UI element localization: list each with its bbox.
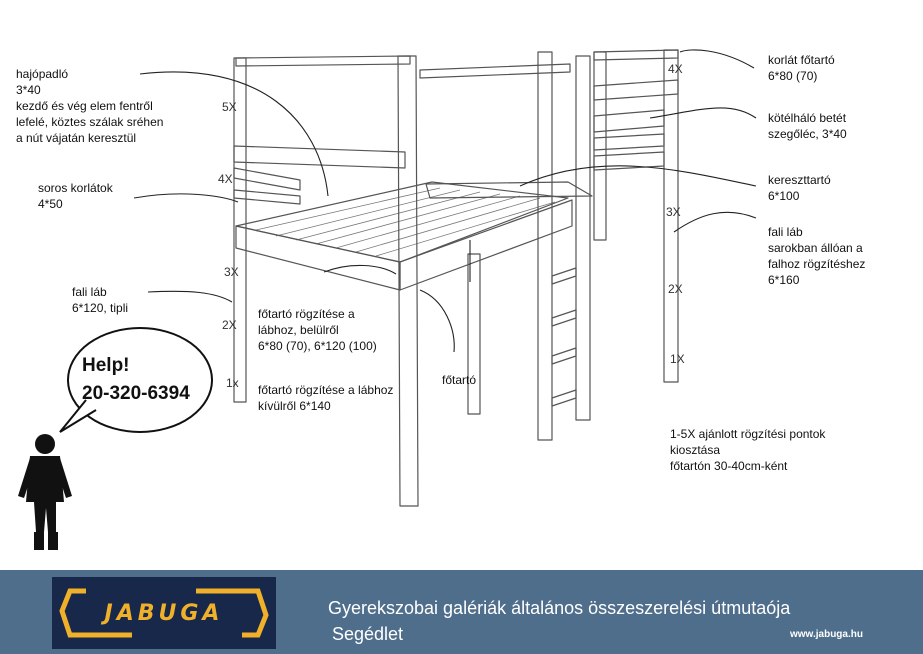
marker-left-4x: 4X bbox=[218, 172, 233, 186]
label-soros-korlatok: soros korlátok 4*50 bbox=[38, 181, 113, 211]
footer-title: Gyerekszobai galériák általános összeszerelési útmutaója bbox=[328, 598, 791, 618]
marker-left-1x: 1x bbox=[226, 376, 239, 390]
ladder-rail-left bbox=[538, 52, 552, 440]
label-kotelhalo-betet: kötélháló betét szegőléc, 3*40 bbox=[768, 111, 847, 141]
front-main-beam bbox=[236, 226, 400, 290]
left-side-rails bbox=[234, 146, 405, 204]
front-left-post bbox=[398, 56, 418, 506]
ladder-rail-right bbox=[576, 56, 590, 420]
person-figure bbox=[18, 434, 72, 550]
label-kereszttarto: kereszttartó 6*100 bbox=[768, 173, 831, 203]
label-fali-lab-left: fali láb 6*120, tipli bbox=[72, 285, 129, 315]
label-fotarto-rogzites-kivul: főtartó rögzítése a lábhoz kívülről 6*140 bbox=[258, 383, 394, 413]
right-front-post bbox=[594, 52, 606, 240]
left-top-rail bbox=[236, 56, 410, 66]
arrow-fali-lab bbox=[148, 291, 232, 302]
marker-right-4x: 4X bbox=[668, 62, 683, 76]
marker-right-1x: 1X bbox=[670, 352, 685, 366]
help-speech-bubble bbox=[68, 328, 212, 432]
bed-frame-drawing bbox=[234, 50, 678, 506]
label-legend: 1-5X ajánlott rögzítési pontok kiosztása főtartón 30-40cm-ként bbox=[670, 427, 826, 473]
label-hajopadlo: hajópadló 3*40 kezdő és vég elem fentről lefelé, köztes szálak sréhen a nút vájatán keresztül bbox=[16, 67, 164, 145]
arrow-fotarto-kivul bbox=[420, 290, 454, 352]
label-korlat-fotarto: korlát főtartó 6*80 (70) bbox=[768, 53, 835, 83]
logo-text: JABUGA bbox=[104, 601, 224, 626]
bed-platform bbox=[236, 182, 568, 262]
marker-left-5x: 5X bbox=[222, 100, 237, 114]
arrow-fali-lab-right bbox=[674, 212, 756, 232]
ladder-rungs bbox=[552, 268, 576, 406]
marker-left-2x: 2X bbox=[222, 318, 237, 332]
label-fotarto-rogzites-belul: főtartó rögzítése a lábhoz, belülről 6*80 (70), 6*120 (100) bbox=[258, 307, 377, 353]
arrow-kotelhalo bbox=[650, 108, 756, 118]
jabuga-logo bbox=[52, 577, 276, 649]
arrow-korlat-fotarto bbox=[680, 50, 754, 68]
label-fali-lab-right: fali láb sarokban állóan a falhoz rögzítéshez 6*160 bbox=[768, 225, 866, 287]
arrow-kereszttarto bbox=[520, 166, 756, 186]
arrow-soros-korlat bbox=[134, 194, 238, 202]
label-fotarto: főtartó bbox=[442, 373, 477, 387]
marker-right-2x: 2X bbox=[668, 282, 683, 296]
help-phone: 20-320-6394 bbox=[82, 383, 190, 404]
marker-right-3x: 3X bbox=[666, 205, 681, 219]
help-title: Help! bbox=[82, 355, 130, 376]
back-top-rail bbox=[420, 64, 570, 78]
footer-subtitle: Segédlet bbox=[332, 624, 404, 644]
footer-url-link[interactable]: www.jabuga.hu bbox=[790, 629, 863, 640]
marker-left-3x: 3X bbox=[224, 265, 239, 279]
